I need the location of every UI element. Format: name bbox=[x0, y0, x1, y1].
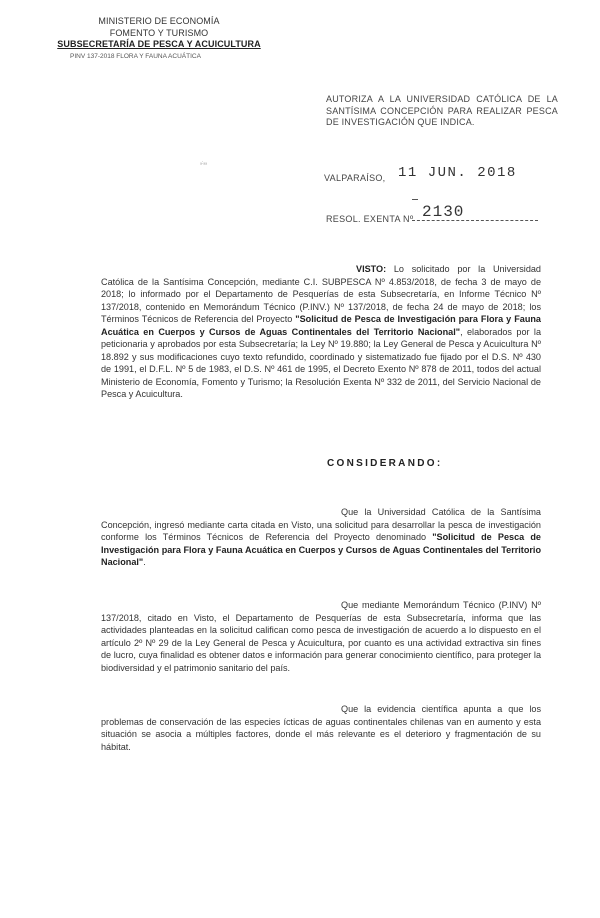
considerando-heading: CONSIDERANDO: bbox=[327, 458, 443, 469]
date-stamp: 11 JUN. 2018 bbox=[398, 165, 517, 181]
considerando-3 bbox=[101, 703, 541, 753]
visto-label: VISTO: bbox=[356, 264, 387, 274]
ministry-name-2: FOMENTO Y TURISMO bbox=[109, 27, 209, 38]
visto-paragraph bbox=[101, 263, 541, 401]
resolution-label: RESOL. EXENTA Nº bbox=[326, 214, 414, 224]
ministry-name: MINISTERIO DE ECONOMÍA bbox=[98, 16, 220, 26]
c1-text-1: Que la Universidad Católica de la Santísima Concepción, ingresó mediante carta citada en Visto, una solicitud para desarrollar la pesca de investigación conforme los Términos Técnicos de Referencia del Proyecto denominado bbox=[101, 507, 541, 542]
letterhead bbox=[44, 16, 274, 62]
dash-mark bbox=[412, 199, 418, 200]
c2-text: Que mediante Memorándum Técnico (P.INV) Nº 137/2018, citado en Visto, el Departamento de Pesquerías de esta Subsecretaría, informa que las actividades planteadas en la solicitud califican como pesca de investigación de acuerdo a lo dispuesto en el artículo 2º Nº 29 de la Ley General de Pesca y Acuicultura, por cuanto es una actividad extractiva sin fines de lucro, cuya finalidad es obtener datos e información para generar conocimiento científico, para proteger la biodiversidad y el patrimonio sanitario del país. bbox=[101, 600, 541, 673]
place-label: VALPARAÍSO, bbox=[324, 173, 386, 183]
subsecretaria-name: SUBSECRETARÍA DE PESCA Y ACUICULTURA bbox=[57, 39, 261, 49]
c1-project-title: "Solicitud de Pesca de Investigación para Flora y Fauna Acuática en Cuerpos y Cursos de Aguas Continentales del Territorio Nacional" bbox=[101, 532, 541, 567]
visto-text-2: , elaborados por la peticionaria y aprobados por esta Subsecretaría; la Ley Nº 19.880; la Ley General de Pesca y Acuicultura Nº 18.892 y sus modificaciones cuyo texto refundido, coordinado y sistematizado fue fijado por el D.S. Nº 430 de 1991, el D.F.L. Nº 5 de 1983, el D.S. Nº 461 de 1995, el Decreto Exento Nº 878 de 2011, todos del actual Ministerio de Economía, Fomento y Turismo; la Resolución Exenta Nº 332 de 2011, del Servicio Nacional de Pesca y Acuicultura. bbox=[101, 326, 541, 399]
considerando-2 bbox=[101, 599, 541, 674]
resolution-underline bbox=[412, 220, 538, 221]
authorization-summary: AUTORIZA A LA UNIVERSIDAD CATÓLICA DE LA SANTÍSIMA CONCEPCIÓN PARA REALIZAR PESCA DE INVESTIGACIÓN QUE INDICA. bbox=[326, 94, 558, 127]
seal-mark: ₐ:ₐₐ bbox=[200, 160, 207, 166]
c1-text-2: . bbox=[143, 557, 146, 567]
resolution-number: 2130 bbox=[422, 203, 465, 221]
project-title: "Solicitud de Pesca de Investigación para Flora y Fauna Acuática en Cuerpos y Cursos de Aguas Continentales del Territorio Nacional" bbox=[101, 314, 541, 337]
visto-text-1: Lo solicitado por la Universidad Católica de la Santísima Concepción, mediante C.I. SUBPESCA Nº 4.853/2018, de fecha 3 de mayo de 2018; lo informado por el Departamento de Pesquerías de esta Subsecretaría, en Informe Técnico Nº 137/2018, contenido en Memorándum Técnico (P.INV.) Nº 137/2018, de fecha 24 de mayo de 2018; los Términos Técnicos de Referencia del Proyecto bbox=[101, 264, 541, 324]
pinv-reference: PINV 137-2018 FLORA Y FAUNA ACUÁTICA bbox=[70, 52, 201, 60]
considerando-1 bbox=[101, 506, 541, 569]
c3-text: Que la evidencia científica apunta a que los problemas de conservación de las especies ícticas de aguas continentales chilenas van en aumento y esta situación se asocia a múltiples factores, donde el más relevante es el deterioro y fragmentación de su hábitat. bbox=[101, 704, 541, 752]
